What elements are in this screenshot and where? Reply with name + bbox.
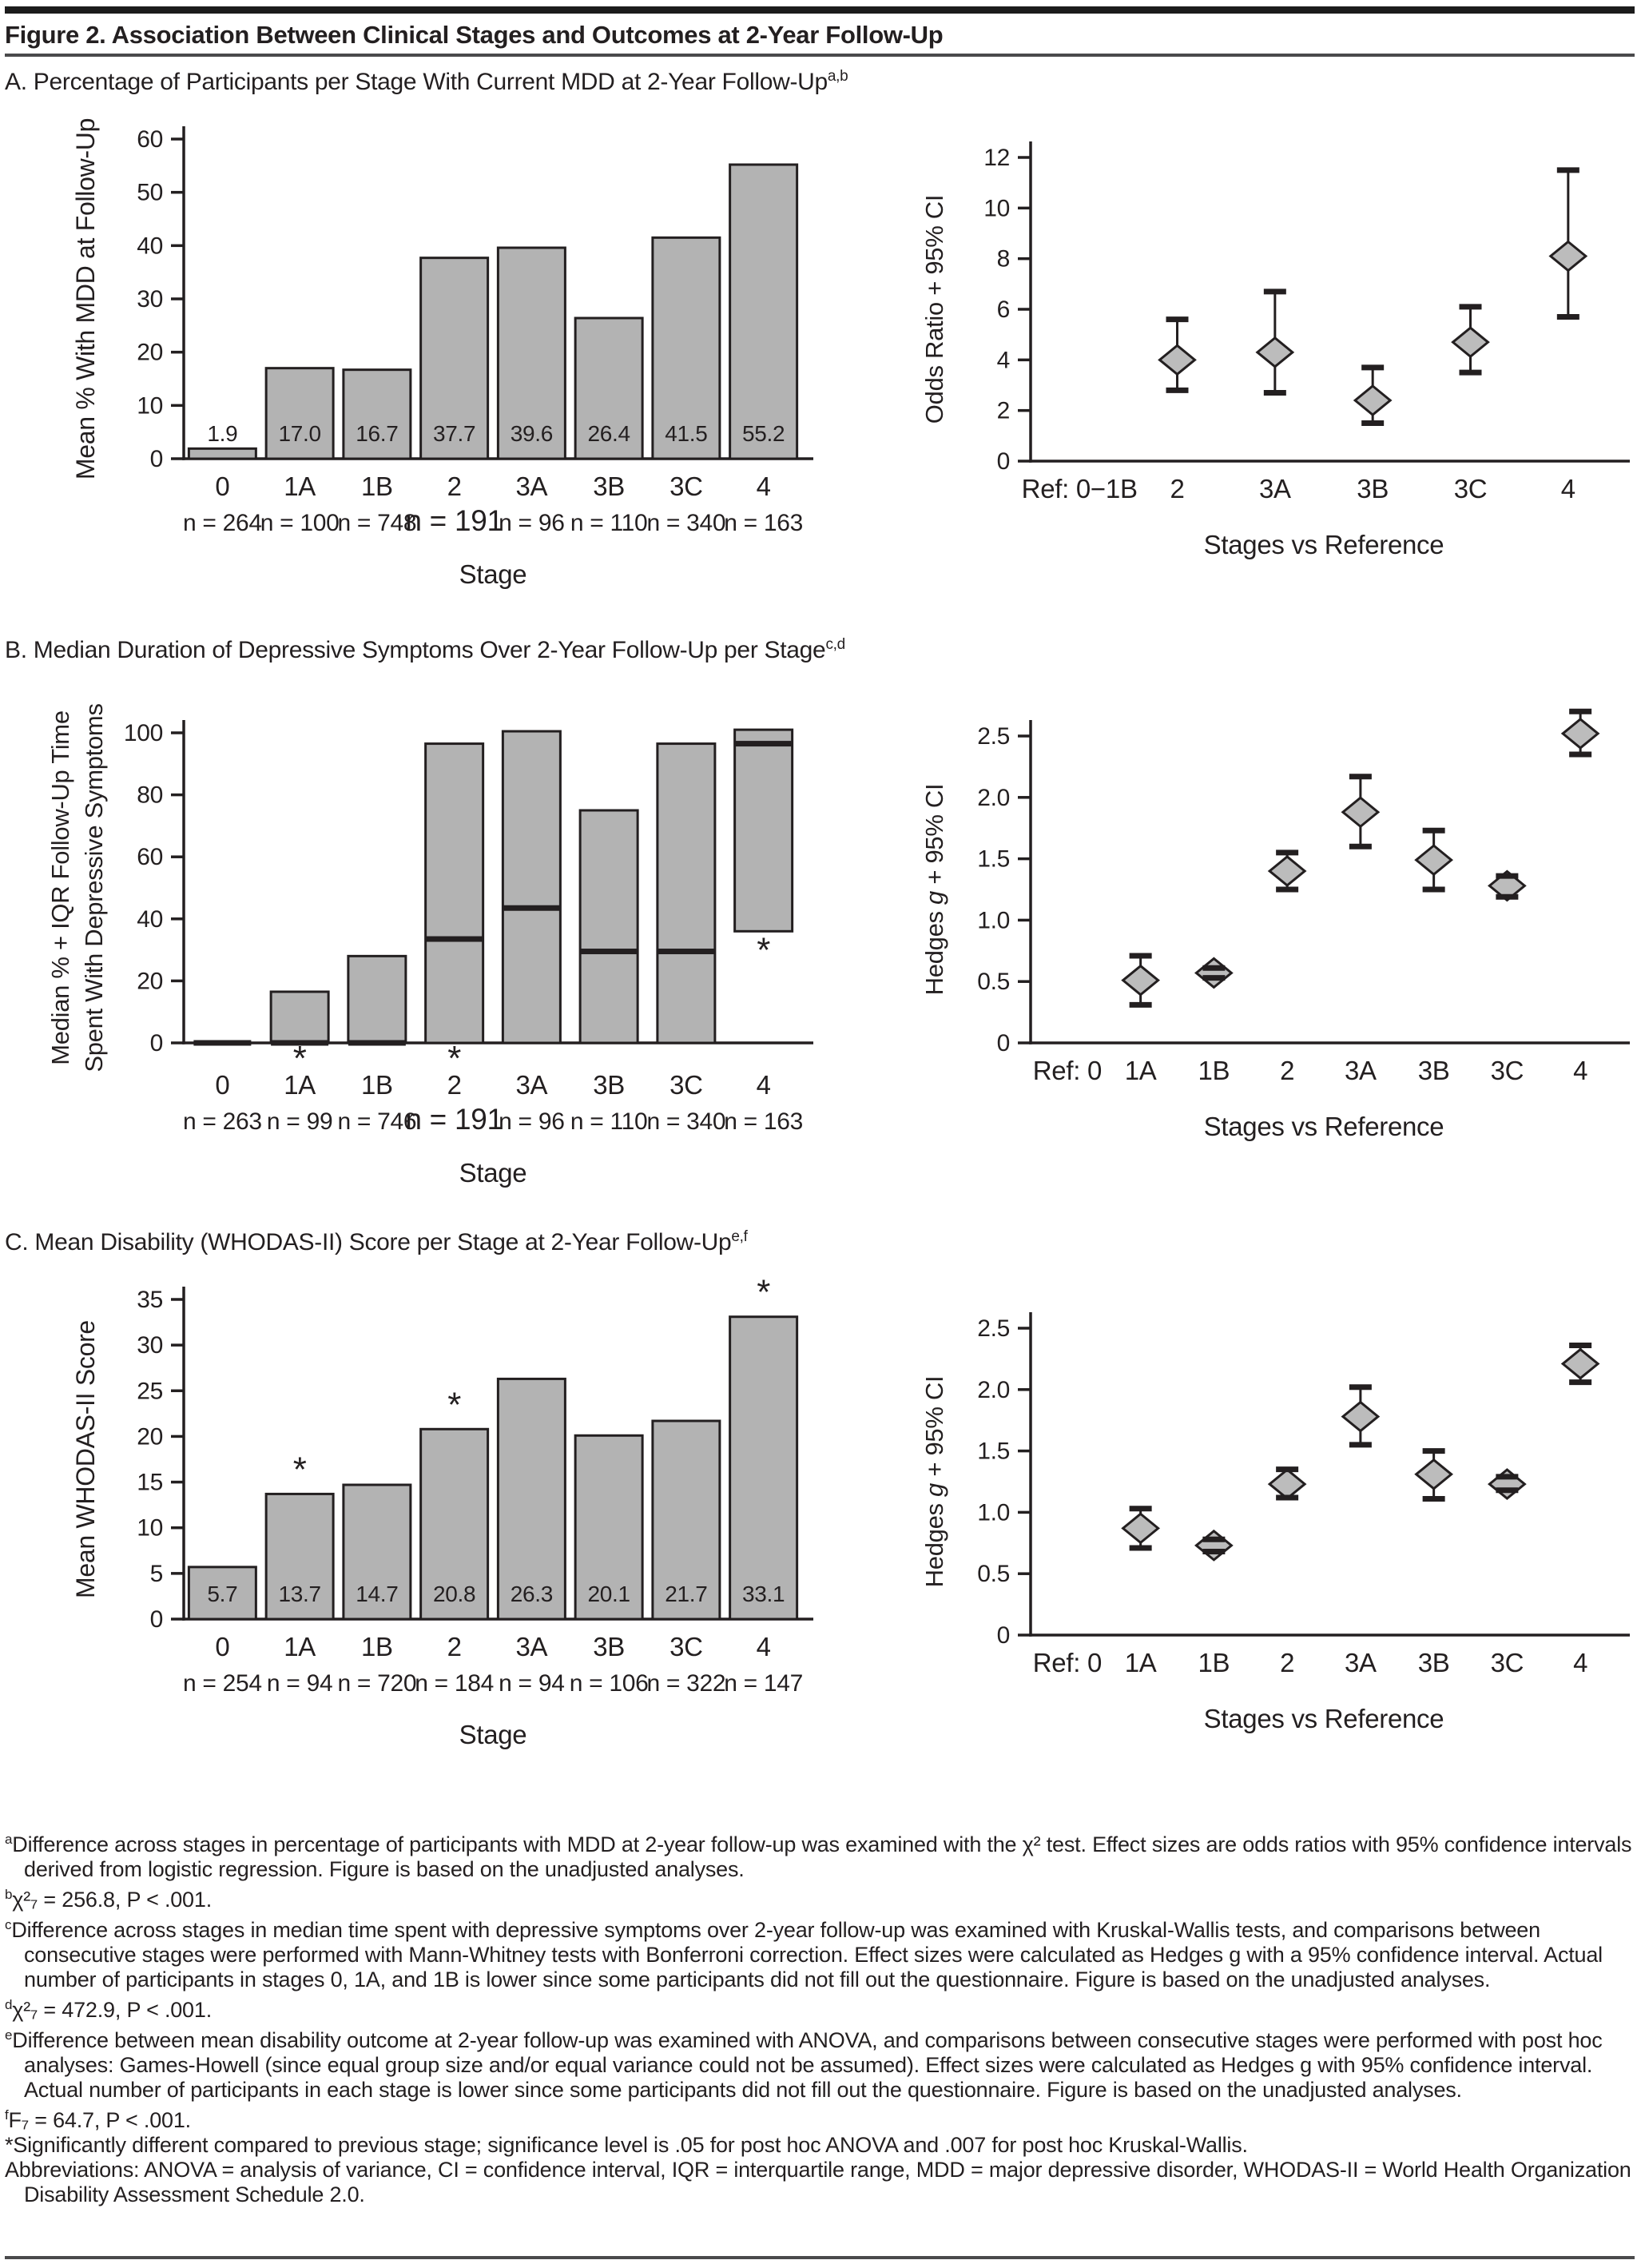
svg-text:Hedges g + 95% CI: Hedges g + 95% CI xyxy=(920,783,948,996)
svg-text:3A: 3A xyxy=(515,1070,548,1100)
svg-text:15: 15 xyxy=(137,1469,163,1496)
svg-text:n = 191: n = 191 xyxy=(405,1103,503,1136)
svg-text:Ref: 0−1B: Ref: 0−1B xyxy=(1021,474,1138,503)
svg-text:1A: 1A xyxy=(284,1632,316,1661)
svg-text:Stages vs Reference: Stages vs Reference xyxy=(1203,530,1444,559)
svg-text:20.8: 20.8 xyxy=(432,1582,476,1606)
svg-text:n = 147: n = 147 xyxy=(724,1670,804,1697)
svg-text:Stages vs Reference: Stages vs Reference xyxy=(1203,1704,1444,1733)
figure-title: Figure 2. Association Between Clinical Stages and Outcomes at 2-Year Follow-Up xyxy=(5,21,944,49)
panel-b-title xyxy=(5,636,1635,664)
svg-text:5.7: 5.7 xyxy=(207,1582,238,1606)
svg-text:1.5: 1.5 xyxy=(977,846,1010,873)
svg-text:n = 163: n = 163 xyxy=(724,1108,804,1135)
svg-text:4: 4 xyxy=(756,472,771,501)
panel-c-forest-plot xyxy=(823,1258,1641,1809)
svg-text:1B: 1B xyxy=(1198,1648,1230,1677)
svg-text:3C: 3C xyxy=(1490,1648,1524,1677)
svg-text:10: 10 xyxy=(137,392,163,420)
svg-text:60: 60 xyxy=(137,126,163,153)
footnote: $^f$F₇ = 64.7, P < .001. xyxy=(5,2107,191,2132)
svg-text:21.7: 21.7 xyxy=(665,1582,708,1606)
svg-text:n = 340: n = 340 xyxy=(646,1108,726,1135)
svg-text:1.0: 1.0 xyxy=(977,1499,1010,1526)
svg-text:3C: 3C xyxy=(670,1632,703,1661)
footnotes xyxy=(5,1827,1633,2207)
svg-text:n = 720: n = 720 xyxy=(337,1670,417,1697)
svg-text:1B: 1B xyxy=(1198,1056,1230,1085)
svg-text:Stage: Stage xyxy=(459,1158,527,1188)
svg-text:3A: 3A xyxy=(1258,474,1291,503)
svg-text:2: 2 xyxy=(996,397,1010,424)
svg-text:2.5: 2.5 xyxy=(977,723,1010,750)
svg-text:Odds Ratio + 95% CI: Odds Ratio + 95% CI xyxy=(920,194,948,424)
panel-b-title-text: B. Median Duration of Depressive Symptoms Over 2-Year Follow-Up per Stage xyxy=(5,637,826,663)
svg-text:2: 2 xyxy=(1280,1648,1295,1677)
panel-c-bar-chart xyxy=(0,1258,823,1785)
panel-b-title-sup: c,d xyxy=(825,636,845,653)
svg-text:6: 6 xyxy=(996,296,1010,323)
panel-b-forest-plot xyxy=(823,666,1641,1217)
svg-text:0: 0 xyxy=(215,472,230,501)
svg-text:n = 322: n = 322 xyxy=(646,1670,726,1697)
svg-text:30: 30 xyxy=(137,1332,163,1359)
svg-text:20: 20 xyxy=(137,339,163,366)
svg-text:n = 110: n = 110 xyxy=(570,510,648,536)
svg-text:Spent With Depressive Symptoms: Spent With Depressive Symptoms xyxy=(80,703,108,1072)
svg-text:3C: 3C xyxy=(1490,1056,1524,1085)
svg-text:33.1: 33.1 xyxy=(741,1582,785,1606)
svg-text:16.7: 16.7 xyxy=(356,421,399,446)
svg-text:80: 80 xyxy=(137,782,163,809)
svg-text:3B: 3B xyxy=(1417,1648,1450,1677)
top-rule xyxy=(5,6,1635,14)
svg-text:17.0: 17.0 xyxy=(278,421,321,446)
svg-text:0: 0 xyxy=(149,1606,163,1633)
svg-text:2: 2 xyxy=(1280,1056,1295,1085)
svg-text:n = 254: n = 254 xyxy=(182,1670,262,1697)
svg-text:60: 60 xyxy=(137,844,163,871)
svg-text:n = 96: n = 96 xyxy=(499,1108,565,1135)
panel-c-title xyxy=(5,1228,1635,1256)
footnote: $^e$Difference between mean disability outcome at 2-year follow-up was examined with ANOVA, and comparisons between consecutive stages were performed with post hoc analyses: Games-Howell (since equal group size and/or equal variance could not be assumed). Effect sizes were calculated as Hedges g with 95% confidence interval. Actual number of participants in each stage is lower since some participants did not fill out the questionnaire. Figure is based on the unadjusted analyses. xyxy=(5,2027,1603,2102)
svg-text:0: 0 xyxy=(215,1070,230,1100)
svg-text:14.7: 14.7 xyxy=(356,1582,399,1606)
title-rule xyxy=(5,54,1635,57)
svg-text:20.1: 20.1 xyxy=(587,1582,630,1606)
svg-text:8: 8 xyxy=(996,245,1010,273)
svg-text:1B: 1B xyxy=(360,1632,393,1661)
svg-text:35: 35 xyxy=(137,1287,163,1313)
svg-text:3B: 3B xyxy=(1357,474,1389,503)
footnote: $^a$Difference across stages in percentage of participants with MDD at 2-year follow-up was examined with the χ² test. Effect sizes are odds ratios with 95% confidence intervals derived from logistic regression. Figure is based on the unadjusted analyses. xyxy=(5,1832,1632,1881)
svg-text:3A: 3A xyxy=(515,1632,548,1661)
svg-text:12: 12 xyxy=(983,145,1010,171)
svg-text:*: * xyxy=(447,1039,462,1078)
svg-text:3C: 3C xyxy=(1453,474,1488,503)
svg-text:2: 2 xyxy=(447,472,462,501)
svg-text:4: 4 xyxy=(1560,474,1575,503)
svg-text:1A: 1A xyxy=(284,472,316,501)
svg-text:40: 40 xyxy=(137,905,163,933)
svg-text:1.0: 1.0 xyxy=(977,907,1010,934)
svg-text:5: 5 xyxy=(149,1560,163,1587)
svg-text:0: 0 xyxy=(996,1030,1010,1056)
svg-text:13.7: 13.7 xyxy=(278,1582,321,1606)
panel-a-bar-chart xyxy=(0,97,823,625)
svg-text:1.9: 1.9 xyxy=(207,421,238,446)
svg-text:100: 100 xyxy=(123,720,163,746)
svg-text:1A: 1A xyxy=(1124,1056,1157,1085)
panel-a-forest-plot xyxy=(823,97,1641,625)
svg-text:n = 746: n = 746 xyxy=(337,1108,417,1135)
svg-text:50: 50 xyxy=(137,179,163,206)
svg-text:Stage: Stage xyxy=(459,1720,527,1749)
svg-text:1A: 1A xyxy=(1124,1648,1157,1677)
svg-text:3B: 3B xyxy=(593,1632,626,1661)
svg-text:1A: 1A xyxy=(284,1070,316,1100)
svg-text:*: * xyxy=(292,1039,307,1078)
footnote: $^d$χ²₇ = 472.9, P < .001. xyxy=(5,1997,212,2022)
svg-text:26.4: 26.4 xyxy=(587,421,630,446)
svg-text:2: 2 xyxy=(447,1632,462,1661)
svg-text:n = 340: n = 340 xyxy=(646,510,726,536)
footnote: $^c$Difference across stages in median time spent with depressive symptoms over 2-year follow-up was examined with Kruskal-Wallis tests, and comparisons between consecutive stages were performed with Mann-Whitney tests with Bonferroni correction. Effect sizes were calculated as Hedges g with a 95% confidence interval. Actual number of participants in stages 0, 1A, and 1B is lower since some participants did not fill out the questionnaire. Figure is based on the unadjusted analyses. xyxy=(5,1917,1603,1991)
svg-text:*: * xyxy=(757,930,771,970)
svg-text:n = 163: n = 163 xyxy=(724,510,804,536)
svg-text:3B: 3B xyxy=(1417,1056,1450,1085)
svg-text:n = 263: n = 263 xyxy=(182,1108,262,1135)
svg-text:25: 25 xyxy=(137,1378,163,1405)
panel-a-row xyxy=(0,97,1641,625)
svg-text:37.7: 37.7 xyxy=(432,421,476,446)
panel-a-title-text: A. Percentage of Participants per Stage With Current MDD at 2-Year Follow-Up xyxy=(5,69,828,95)
svg-text:2: 2 xyxy=(1170,474,1185,503)
footnote: $^b$χ²₇ = 256.8, P < .001. xyxy=(5,1887,212,1912)
svg-text:n = 99: n = 99 xyxy=(266,1108,333,1135)
svg-text:0.5: 0.5 xyxy=(977,1561,1010,1588)
svg-text:2: 2 xyxy=(447,1070,462,1100)
svg-text:*: * xyxy=(292,1450,307,1490)
svg-text:3A: 3A xyxy=(1344,1648,1377,1677)
svg-text:4: 4 xyxy=(756,1632,771,1661)
svg-text:Mean % With MDD at Follow-Up: Mean % With MDD at Follow-Up xyxy=(71,117,100,480)
svg-text:3C: 3C xyxy=(670,472,703,501)
svg-text:20: 20 xyxy=(137,968,163,995)
svg-text:4: 4 xyxy=(756,1070,771,1100)
svg-text:n = 94: n = 94 xyxy=(266,1670,333,1697)
svg-text:Hedges g + 95% CI: Hedges g + 95% CI xyxy=(920,1375,948,1588)
panel-b-row xyxy=(0,666,1641,1217)
svg-text:Stage: Stage xyxy=(459,559,527,589)
svg-text:n = 184: n = 184 xyxy=(415,1670,495,1697)
svg-text:Ref: 0: Ref: 0 xyxy=(1032,1648,1102,1677)
svg-text:*: * xyxy=(447,1385,462,1425)
svg-text:40: 40 xyxy=(137,233,163,260)
panel-c-title-text: C. Mean Disability (WHODAS-II) Score per Stage at 2-Year Follow-Up xyxy=(5,1229,732,1255)
svg-text:4: 4 xyxy=(996,347,1010,374)
svg-text:0: 0 xyxy=(149,446,163,472)
panel-c-title-sup: e,f xyxy=(731,1228,748,1245)
svg-text:3B: 3B xyxy=(593,472,626,501)
panel-a-title-sup: a,b xyxy=(827,68,848,85)
svg-text:2.0: 2.0 xyxy=(977,784,1010,811)
svg-text:1B: 1B xyxy=(360,472,393,501)
svg-text:0.5: 0.5 xyxy=(977,969,1010,996)
svg-text:10: 10 xyxy=(983,195,1010,222)
svg-text:n = 94: n = 94 xyxy=(499,1670,565,1697)
svg-text:1.5: 1.5 xyxy=(977,1438,1010,1465)
svg-text:*: * xyxy=(757,1272,771,1312)
svg-text:0: 0 xyxy=(996,1622,1010,1649)
svg-text:26.3: 26.3 xyxy=(510,1582,554,1606)
svg-text:10: 10 xyxy=(137,1514,163,1542)
svg-text:n = 100: n = 100 xyxy=(260,510,340,536)
svg-text:n = 748: n = 748 xyxy=(337,510,417,536)
svg-text:n = 264: n = 264 xyxy=(182,510,262,536)
svg-text:n = 96: n = 96 xyxy=(499,510,565,536)
svg-text:2.0: 2.0 xyxy=(977,1376,1010,1403)
svg-text:n = 106: n = 106 xyxy=(569,1670,649,1697)
svg-text:0: 0 xyxy=(996,448,1010,475)
svg-text:20: 20 xyxy=(137,1423,163,1450)
svg-text:41.5: 41.5 xyxy=(665,421,708,446)
footnote: Abbreviations: ANOVA = analysis of variance, CI = confidence interval, IQR = interquartile range, MDD = major depressive disorder, WHODAS-II = World Health Organization Disability Assessment Schedule 2.0. xyxy=(5,2158,1631,2206)
svg-text:3A: 3A xyxy=(1344,1056,1377,1085)
svg-text:2.5: 2.5 xyxy=(977,1315,1010,1342)
panel-c-row xyxy=(0,1258,1641,1809)
svg-text:3A: 3A xyxy=(515,472,548,501)
svg-text:n = 110: n = 110 xyxy=(570,1108,648,1135)
svg-text:Median % + IQR Follow-Up Time: Median % + IQR Follow-Up Time xyxy=(46,710,74,1065)
svg-text:4: 4 xyxy=(1573,1056,1588,1085)
svg-text:n = 191: n = 191 xyxy=(405,504,503,537)
svg-text:3C: 3C xyxy=(670,1070,703,1100)
bottom-rule xyxy=(5,2256,1635,2259)
svg-text:Mean WHODAS-II Score: Mean WHODAS-II Score xyxy=(71,1320,100,1598)
footnote: *Significantly different compared to previous stage; significance level is .05 for post hoc ANOVA and .007 for post hoc Kruskal-Wallis. xyxy=(5,2133,1248,2157)
svg-text:0: 0 xyxy=(149,1030,163,1056)
panel-a-title xyxy=(5,68,1635,96)
svg-text:0: 0 xyxy=(215,1632,230,1661)
svg-text:39.6: 39.6 xyxy=(510,421,554,446)
panel-b-box-chart xyxy=(0,666,823,1217)
svg-text:Ref: 0: Ref: 0 xyxy=(1032,1056,1102,1085)
svg-text:3B: 3B xyxy=(593,1070,626,1100)
svg-text:1B: 1B xyxy=(360,1070,393,1100)
svg-text:4: 4 xyxy=(1573,1648,1588,1677)
svg-text:55.2: 55.2 xyxy=(741,421,785,446)
svg-text:30: 30 xyxy=(137,286,163,312)
svg-text:Stages vs Reference: Stages vs Reference xyxy=(1203,1112,1444,1141)
